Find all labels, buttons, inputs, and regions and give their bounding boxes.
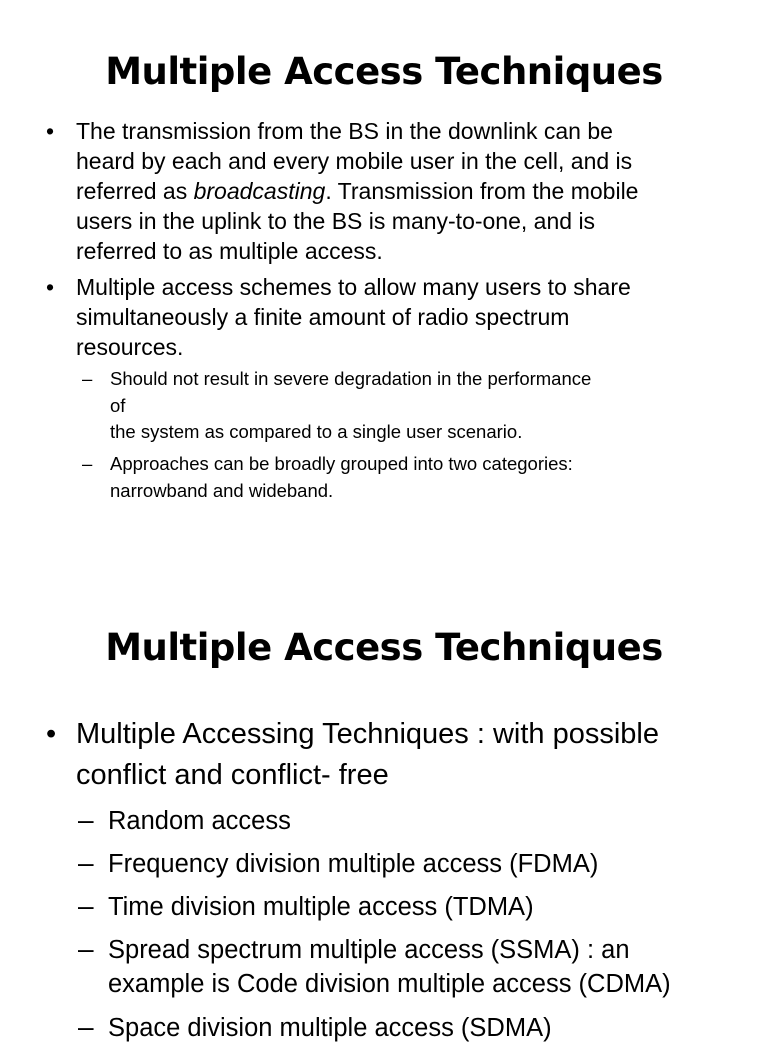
bullet-2-line-3: resources.	[76, 334, 184, 360]
slide-2	[0, 590, 768, 1042]
bullet-marker: •	[46, 118, 55, 144]
s2-bullet-line-1: Multiple Accessing Techniques : with possible	[76, 718, 660, 750]
sub-2-line-1: Approaches can be broadly grouped into two categories:	[110, 453, 573, 474]
slide-2-bullet-1	[46, 714, 660, 796]
bullet-1-line-3-b: . Transmission from the mobile	[325, 178, 639, 204]
dash-marker: –	[78, 1011, 94, 1042]
slide-1-sub-2	[82, 451, 573, 504]
dash-marker: –	[78, 890, 94, 921]
bullet-1-line-3-a: referred as	[76, 178, 194, 204]
bullet-1-line-1: The transmission from the BS in the downlink can be	[76, 118, 613, 144]
sub-1-line-1: Should not result in severe degradation in the performance	[110, 368, 592, 389]
s2-sub-4-line-1: Spread spectrum multiple access (SSMA) : an	[108, 936, 630, 964]
bullet-marker: •	[46, 274, 55, 300]
s2-sub-3-line: Time division multiple access (TDMA)	[108, 893, 534, 921]
slide-2-sub-2	[78, 847, 599, 881]
s2-sub-5-line: Space division multiple access (SDMA)	[108, 1014, 552, 1042]
bullet-1-line-5: referred to as multiple access.	[76, 238, 383, 264]
slide-1-sub-1	[82, 366, 592, 446]
bullet-1-line-4: users in the uplink to the BS is many-to-one, and is	[76, 208, 596, 234]
slide-2-sub-3	[78, 890, 534, 924]
slide-2-sub-4	[78, 933, 671, 1001]
sub-1-line-3: the system as compared to a single user scenario.	[110, 421, 523, 442]
s2-bullet-line-2: conflict and conflict- free	[76, 759, 389, 791]
s2-sub-2-line: Frequency division multiple access (FDMA)	[108, 850, 599, 878]
s2-sub-4-line-2: example is Code division multiple access (CDMA)	[108, 970, 671, 998]
slide-1-bullet-1	[46, 116, 639, 266]
slide-2-title: Multiple Access Techniques	[105, 626, 663, 669]
slide-2-sub-1	[78, 804, 291, 838]
dash-marker: –	[82, 453, 93, 474]
slide-1-bullet-2	[46, 272, 631, 362]
s2-sub-1-line: Random access	[108, 807, 291, 835]
dash-marker: –	[78, 933, 94, 964]
slide-1-title: Multiple Access Techniques	[105, 50, 663, 93]
bullet-marker: •	[46, 718, 57, 750]
bullet-1-line-3	[76, 176, 638, 206]
dash-marker: –	[78, 847, 94, 878]
dash-marker: –	[82, 368, 93, 389]
bullet-2-line-1: Multiple access schemes to allow many users to share	[76, 274, 631, 300]
dash-marker: –	[78, 804, 94, 835]
bullet-2-line-2: simultaneously a finite amount of radio spectrum	[76, 304, 570, 330]
slide-2-sub-5	[78, 1011, 552, 1045]
sub-2-line-2: narrowband and wideband.	[110, 479, 334, 501]
bullet-1-line-2: heard by each and every mobile user in the cell, and is	[76, 148, 633, 174]
broadcasting-term: broadcasting	[193, 178, 326, 204]
sub-1-line-2: of	[110, 394, 126, 416]
